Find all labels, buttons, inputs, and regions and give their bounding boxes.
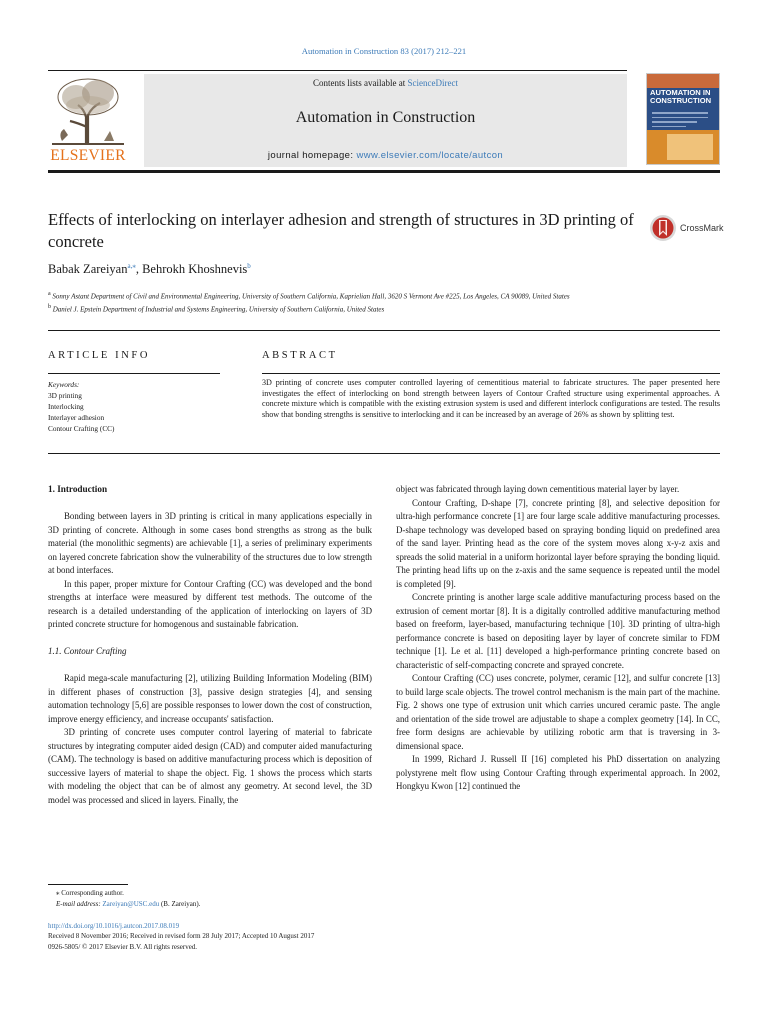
affiliation-a bbox=[48, 289, 648, 302]
abstract-heading: ABSTRACT bbox=[262, 350, 338, 361]
body-paragraph: Contour Crafting, D-shape [7], concrete printing [8], and selective deposition for ultra-high performance concrete [1] are four large scale additive manufacturing processes. D-shape technology was developed based on spraying bonding liquid on predefined area of the sand layer. Printing head as the core of the system moves along x-y-z axis and spreads the solid material in a uniform horizontal layer before spraying the bonding liquid. The printing head lifts up on the z-axis and the same sequence is repeated until the model is completed [9]. bbox=[396, 497, 720, 589]
body-paragraph: Rapid mega-scale manufacturing [2], utilizing Building Information Modeling (BIM) in different phases of construction [3], passive design strategies [4], and sensing automation technology [5,6] are possible responses to lower down the cost of construction, improve energy efficiency, and increase occupants' satisfaction. bbox=[48, 673, 372, 724]
article-metadata bbox=[48, 921, 314, 952]
cover-top-band bbox=[647, 74, 719, 88]
journal-banner bbox=[144, 74, 627, 167]
homepage-line bbox=[144, 150, 627, 161]
affiliation-rule bbox=[48, 330, 720, 331]
affiliation-text: Sonny Astant Department of Civil and Environmental Engineering, University of Southern California, Kaprielian Hall, 3620 S Vermont Ave #225, Los Angeles, CA 90089, United States bbox=[52, 292, 570, 301]
homepage-link[interactable]: www.elsevier.com/locate/autcon bbox=[356, 150, 504, 161]
body-paragraph: In this paper, proper mixture for Contour Crafting (CC) was developed and the bond strengths at interface were measured by different test methods. The outcome of the research is a detailed understanding of the application of interlocking on layers of 3D printed concrete structure for homogenous and sustainable fabrication. bbox=[48, 578, 372, 629]
elsevier-tree-icon bbox=[48, 75, 128, 147]
journal-citation-link[interactable]: Automation in Construction 83 (2017) 212–221 bbox=[301, 46, 467, 56]
email-label: E-mail address: bbox=[56, 899, 103, 908]
keyword: Contour Crafting (CC) bbox=[48, 424, 115, 433]
author-separator: , bbox=[135, 262, 143, 277]
abstract-bottom-rule bbox=[48, 453, 720, 454]
cover-title: AUTOMATION IN CONSTRUCTION bbox=[650, 88, 712, 105]
subsection-heading: 1.1. Contour Crafting bbox=[48, 646, 127, 656]
body-paragraph: 3D printing of concrete uses computer control layering of material to fabricate structures by integrating computer aided design (CAD) and computer aided manufacturing (CAM). The technology is based on additive manufacturing process which is deposition of successive layers of material to shape the object. Fig. 1 shows the process which starts with modeling the object that can be of almost any geometry. At second level, the 3D model was processed and sliced in layers. Finally, the bbox=[48, 727, 372, 805]
footnote-rule bbox=[48, 884, 128, 885]
crossmark-icon bbox=[649, 214, 677, 242]
copyright-line: 0926-5805/ © 2017 Elsevier B.V. All rights reserved. bbox=[48, 942, 198, 951]
article-info-rule bbox=[48, 373, 220, 374]
author-affiliation-marker[interactable]: b bbox=[247, 262, 251, 270]
email-line bbox=[56, 899, 200, 910]
body-paragraph: Bonding between layers in 3D printing is critical in many applications especially in 3D printing of concrete. Although in some cases bond strengths as strong as the bulk material (the monolithic segments) are achievable [1], a series of preliminary experiments on layered concrete fabrication show the vulnerability of the structures due to low strength at bond interfaces. bbox=[48, 511, 372, 575]
cover-image-band bbox=[647, 130, 719, 164]
body-right-column bbox=[396, 483, 720, 794]
crossmark-label: CrossMark bbox=[680, 223, 724, 233]
keyword: 3D printing bbox=[48, 391, 82, 400]
author-name[interactable]: Babak Zareiyan bbox=[48, 262, 128, 277]
affiliations bbox=[48, 289, 648, 314]
journal-cover-thumbnail[interactable] bbox=[646, 73, 720, 165]
affiliation-text: Daniel J. Epstein Department of Industrial and Systems Engineering, University of Southern California, United States bbox=[52, 304, 385, 313]
abstract-rule bbox=[262, 373, 720, 374]
body-left-column bbox=[48, 483, 372, 807]
contents-prefix: Contents lists available at bbox=[313, 78, 408, 88]
affiliation-marker: a bbox=[48, 291, 51, 297]
article-title: Effects of interlocking on interlayer adhesion and strength of structures in 3D printing of concrete bbox=[48, 210, 634, 251]
body-paragraph: In 1999, Richard J. Russell II [16] completed his PhD dissertation on analyzing polystyrene melt flow using Contour Crafting through experimental approach. In 2002, Hongkyu Kwon [12] continued the bbox=[396, 754, 720, 791]
cover-text-lines bbox=[652, 112, 708, 130]
affiliation-b bbox=[48, 302, 648, 315]
homepage-prefix: journal homepage: bbox=[267, 150, 357, 161]
keywords-block bbox=[48, 379, 114, 434]
author-list bbox=[48, 262, 251, 277]
email-suffix: (B. Zareiyan). bbox=[159, 899, 201, 908]
body-paragraph: Contour Crafting (CC) uses concrete, polymer, ceramic [12], and sulfur concrete [13] to build large scale objects. The trowel control mechanism is the main part of the machine. Fig. 2 shows one type of extrusion unit which carries uncured ceramic paste. The angle and orientation of the side trowel are adjustable to shape a complex geometry [14]. In CC, free form designs are achievable by utilizing robotic arm that is traversing in 3-dimensional space. bbox=[396, 673, 720, 751]
banner-top-rule bbox=[48, 70, 627, 71]
author-affiliation-marker[interactable]: a,⁎ bbox=[127, 262, 136, 270]
banner-bottom-rule bbox=[48, 170, 720, 173]
article-info-heading: ARTICLE INFO bbox=[48, 350, 151, 361]
keywords-label: Keywords: bbox=[48, 380, 80, 389]
doi-link[interactable]: http://dx.doi.org/10.1016/j.autcon.2017.08.019 bbox=[48, 922, 180, 930]
sciencedirect-link[interactable]: ScienceDirect bbox=[407, 78, 458, 88]
article-history: Received 8 November 2016; Received in revised form 28 July 2017; Accepted 10 August 2017 bbox=[48, 932, 315, 941]
corresponding-author-note: ⁎ Corresponding author. bbox=[56, 889, 124, 897]
keyword: Interlocking bbox=[48, 402, 84, 411]
crossmark-button[interactable] bbox=[649, 214, 729, 242]
abstract-text: 3D printing of concrete uses computer controlled layering of cementitious material to fabricate structures. The paper presented here investigates the effect of interlocking on bond strength between layers of Contour Crafted structure using experimental approaches. A concrete mixture which is compatible with the existing extrusion system is used and different interlock configurations are tested. The results show that bonding strengths is sensitive to interlocking and it can be increased by an average of 26% as shown by splitting test. bbox=[262, 378, 720, 419]
elsevier-wordmark: ELSEVIER bbox=[50, 147, 126, 164]
affiliation-marker: b bbox=[48, 303, 51, 310]
body-paragraph: object was fabricated through laying down cementitious material layer by layer. bbox=[396, 484, 680, 494]
author-name[interactable]: Behrokh Khoshnevis bbox=[142, 262, 248, 277]
email-link[interactable]: Zareiyan@USC.edu bbox=[102, 899, 160, 908]
keyword: Interlayer adhesion bbox=[48, 413, 105, 422]
journal-name: Automation in Construction bbox=[295, 109, 476, 126]
contents-line bbox=[144, 78, 627, 88]
body-paragraph: Concrete printing is another large scale additive manufacturing process based on the extrusion of cement mortar [8]. It is a digitally controlled additive manufacturing method based on freeform, layer-based, manufacturing technique [10]. 3D printing of ultra-high performance concrete is based on depositing layer by layer of concrete similar to FDM technique [1]. Le et al. [11] developed a high-performance printing concrete based on characteristic of self-compacting concrete and sprayed concrete. bbox=[396, 592, 720, 670]
elsevier-logo[interactable] bbox=[48, 75, 128, 165]
section-heading: 1. Introduction bbox=[48, 484, 108, 494]
footnotes bbox=[56, 888, 200, 909]
